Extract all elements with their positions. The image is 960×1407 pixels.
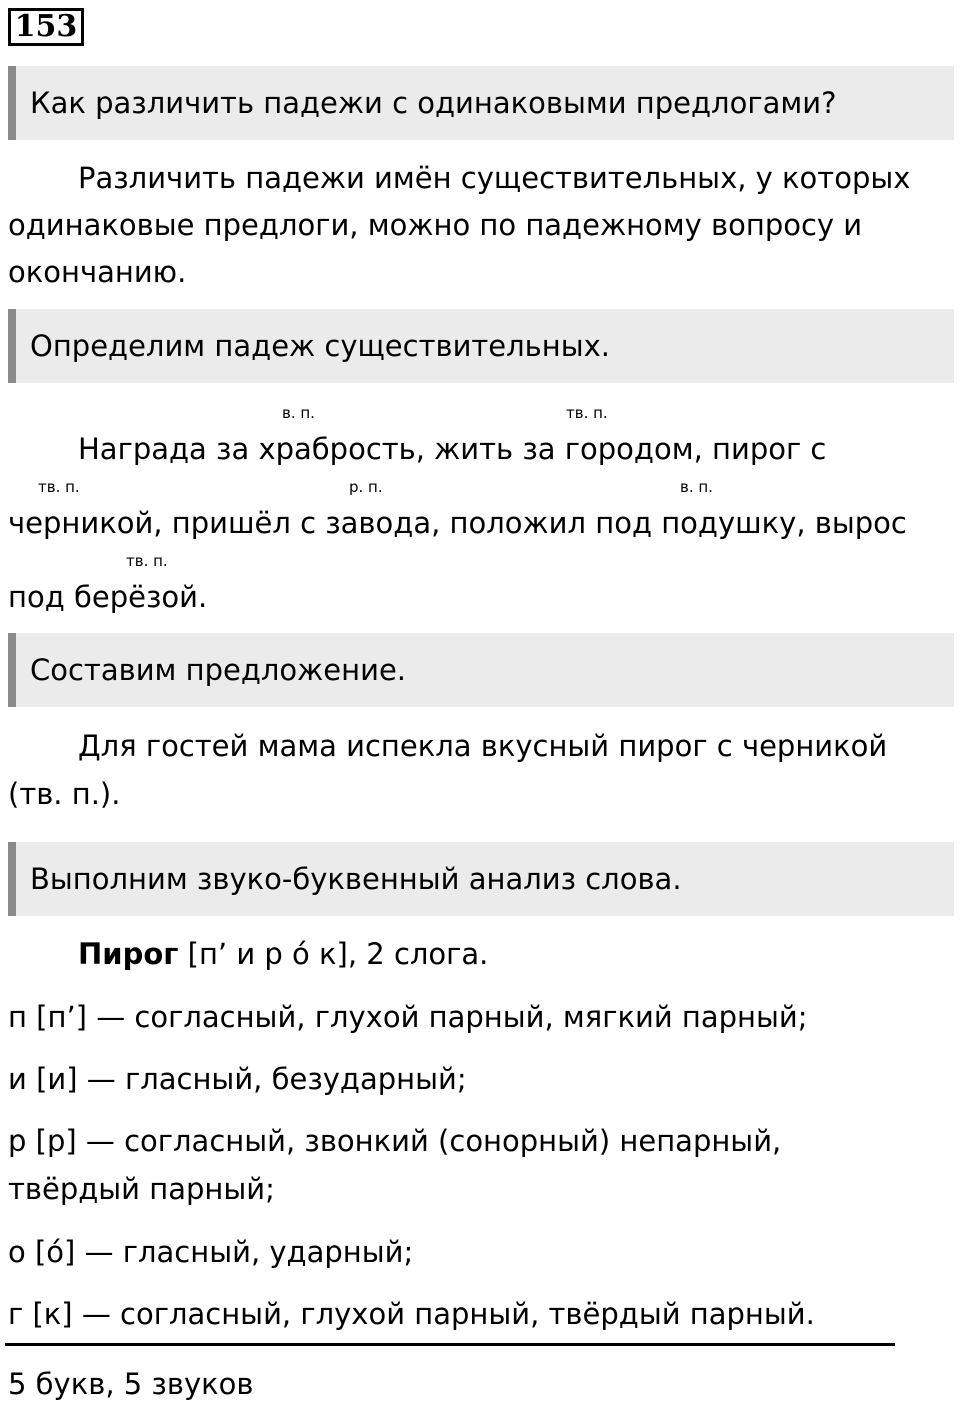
case-label: р. п. [349, 478, 383, 496]
analysis-heading [78, 931, 488, 977]
question-header-3: Составим предложение. [8, 633, 954, 707]
analysis-line: и [и] — гласный, безударный; [8, 1062, 467, 1096]
case-label: тв. п. [566, 404, 608, 422]
divider-line [5, 1343, 895, 1346]
case-label: в. п. [680, 478, 713, 496]
case-label: в. п. [282, 404, 315, 422]
analysis-summary: 5 букв, 5 звуков [8, 1367, 254, 1401]
answer-1-line-2: одинаковые предлоги, можно по падежному вопросу и [8, 208, 863, 242]
sentence-line-1: Для гостей мама испекла вкусный пирог с черникой [78, 729, 888, 763]
phrases-line-1: Награда за храбрость, жить за городом, пирог с [78, 432, 827, 466]
analysis-line: р [р] — согласный, звонкий (сонорный) непарный, [8, 1124, 782, 1158]
analysis-line: г [к] — согласный, глухой парный, твёрдый парный. [8, 1297, 815, 1331]
phrases-line-3: под берёзой. [8, 580, 208, 614]
analysis-transcription: [п’ и р ó к], 2 слога. [178, 937, 489, 971]
analysis-line: о [ó] — гласный, ударный; [8, 1235, 414, 1269]
answer-1-line-1: Различить падежи имён существительных, у которых [78, 161, 911, 195]
case-label: тв. п. [38, 478, 80, 496]
task-number: 153 [8, 8, 84, 46]
phrases-line-2: черникой, пришёл с завода, положил под подушку, вырос [8, 506, 907, 540]
question-header-1: Как различить падежи с одинаковыми предлогами? [8, 66, 954, 140]
question-header-2: Определим падеж существительных. [8, 309, 954, 383]
sentence-line-2: (тв. п.). [8, 777, 121, 811]
analysis-line: п [п’] — согласный, глухой парный, мягкий парный; [8, 1000, 808, 1034]
question-header-4: Выполним звуко-буквенный анализ слова. [8, 842, 954, 916]
case-label: тв. п. [126, 552, 168, 570]
analysis-line: твёрдый парный; [8, 1172, 275, 1206]
analysis-word: Пирог [78, 937, 179, 971]
answer-1-line-3: окончанию. [8, 255, 187, 289]
